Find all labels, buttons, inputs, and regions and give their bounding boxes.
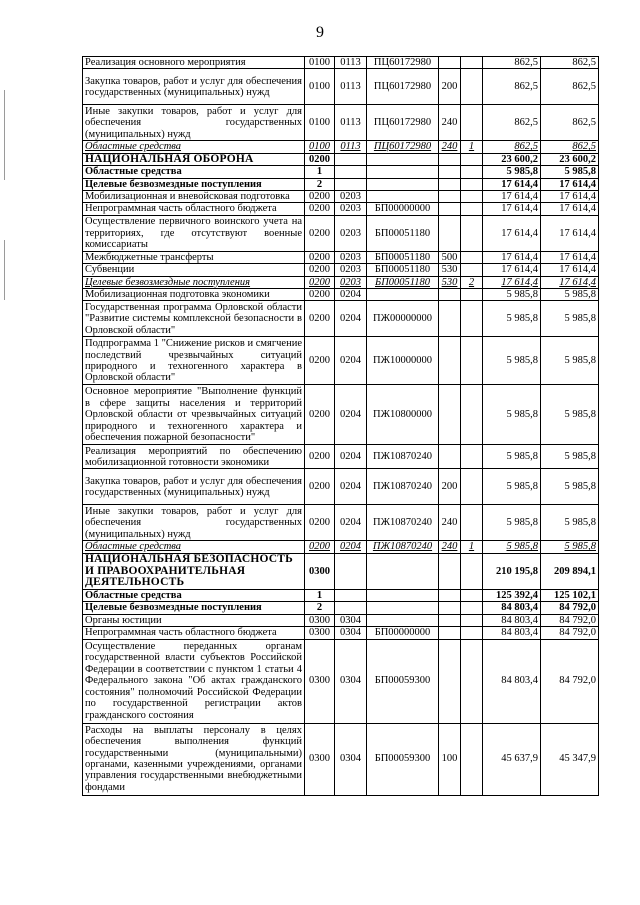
section-code-cell: 0200 [305,264,335,276]
row-name-cell: Непрограммная часть областного бюджета [83,203,305,215]
expense-type-cell [439,445,461,469]
source-code-cell [461,166,483,178]
amount-year2-cell: 862,5 [541,69,599,105]
section-code-cell: 0200 [305,215,335,251]
row-name-cell: Непрограммная часть областного бюджета [83,627,305,639]
amount-year1-cell: 862,5 [483,141,541,153]
amount-year1-cell: 5 985,8 [483,289,541,301]
section-code-cell: 0100 [305,105,335,141]
amount-year1-cell: 45 637,9 [483,723,541,795]
subsection-code-cell: 0203 [335,276,367,288]
scan-edge-line [4,90,5,180]
subsection-code-cell: 0304 [335,639,367,723]
amount-year1-cell: 23 600,2 [483,153,541,165]
target-article-cell: БП00051180 [367,276,439,288]
source-code-cell [461,289,483,301]
amount-year1-cell: 84 803,4 [483,627,541,639]
row-name-cell: Целевые безвозмездные поступления [83,602,305,614]
table-row [83,723,599,795]
row-name-cell: Закупка товаров, работ и услуг для обеспечения государственных (муниципальных) нужд [83,469,305,505]
section-code-cell: 0200 [305,301,335,337]
amount-year2-cell: 17 614,4 [541,191,599,203]
row-name-cell: Областные средства [83,541,305,553]
amount-year2-cell: 5 985,8 [541,289,599,301]
table-row [83,69,599,105]
expense-type-cell [439,203,461,215]
amount-year2-cell: 84 792,0 [541,639,599,723]
table-row [83,289,599,301]
amount-year1-cell: 84 803,4 [483,614,541,626]
expense-type-cell: 240 [439,141,461,153]
expense-type-cell [439,191,461,203]
section-code-cell: 2 [305,178,335,190]
table-row [83,589,599,601]
target-article-cell [367,589,439,601]
row-name-cell: Осуществление переданных органам государственной власти субъектов Российской Федерации в соответствии с пунктом 1 статьи 4 Федерального закона "Об актах гражданского состояния" полномочий Российской Федерации по государственной регистрации актов гражданского состояния [83,639,305,723]
amount-year2-cell: 5 985,8 [541,505,599,541]
section-code-cell: 0100 [305,57,335,69]
section-code-cell: 0200 [305,541,335,553]
amount-year2-cell: 862,5 [541,141,599,153]
source-code-cell [461,553,483,589]
table-row [83,614,599,626]
amount-year1-cell: 17 614,4 [483,276,541,288]
row-name-cell: Расходы на выплаты персоналу в целях обеспечения выполнения функций государственными (муниципальными) органами, казенными учреждениями, органами управления государственными внебюджетными фондами [83,723,305,795]
amount-year1-cell: 17 614,4 [483,264,541,276]
row-name-cell: Областные средства [83,589,305,601]
table-row [83,639,599,723]
table-row [83,153,599,165]
source-code-cell [461,191,483,203]
target-article-cell: БП00059300 [367,639,439,723]
row-name-cell: Целевые безвозмездные поступления [83,276,305,288]
section-code-cell: 0200 [305,191,335,203]
amount-year2-cell: 84 792,0 [541,602,599,614]
expense-type-cell: 240 [439,105,461,141]
section-code-cell: 0200 [305,385,335,445]
subsection-code-cell [335,166,367,178]
section-code-cell: 0300 [305,553,335,589]
section-code-cell: 0200 [305,469,335,505]
amount-year2-cell: 209 894,1 [541,553,599,589]
amount-year1-cell: 210 195,8 [483,553,541,589]
table-row [83,215,599,251]
amount-year2-cell: 45 347,9 [541,723,599,795]
expense-type-cell [439,627,461,639]
target-article-cell: ПЦ60172980 [367,69,439,105]
source-code-cell [461,301,483,337]
row-name-cell: Подпрограмма 1 "Снижение рисков и смягчение последствий чрезвычайных ситуаций природного и техногенного характера в Орловской области" [83,337,305,385]
subsection-code-cell: 0203 [335,264,367,276]
source-code-cell [461,178,483,190]
target-article-cell: ПЖ10870240 [367,445,439,469]
amount-year1-cell: 5 985,8 [483,385,541,445]
amount-year2-cell: 5 985,8 [541,301,599,337]
amount-year2-cell: 17 614,4 [541,276,599,288]
amount-year2-cell: 17 614,4 [541,178,599,190]
amount-year2-cell: 5 985,8 [541,337,599,385]
amount-year2-cell: 84 792,0 [541,614,599,626]
table-row [83,178,599,190]
target-article-cell [367,614,439,626]
expense-type-cell [439,166,461,178]
table-row [83,264,599,276]
subsection-code-cell: 0204 [335,385,367,445]
expense-type-cell [439,178,461,190]
amount-year1-cell: 17 614,4 [483,191,541,203]
section-code-cell: 0300 [305,723,335,795]
table-row [83,337,599,385]
section-code-cell: 0200 [305,445,335,469]
source-code-cell [461,385,483,445]
source-code-cell [461,614,483,626]
table-row [83,553,599,589]
amount-year1-cell: 84 803,4 [483,639,541,723]
table-row [83,166,599,178]
amount-year1-cell: 862,5 [483,105,541,141]
section-code-cell: 0200 [305,276,335,288]
target-article-cell [367,153,439,165]
subsection-code-cell: 0204 [335,445,367,469]
amount-year1-cell: 84 803,4 [483,602,541,614]
row-name-cell: Основное мероприятие "Выполнение функций в сфере защиты населения и территорий Орловской области от чрезвычайных ситуаций природного и техногенного характера и обеспечения пожарной безопасности" [83,385,305,445]
subsection-code-cell: 0304 [335,723,367,795]
target-article-cell: ПЦ60172980 [367,57,439,69]
expense-type-cell [439,602,461,614]
expense-type-cell: 100 [439,723,461,795]
amount-year2-cell: 862,5 [541,105,599,141]
amount-year2-cell: 5 985,8 [541,445,599,469]
row-name-cell: Реализация основного мероприятия [83,57,305,69]
amount-year2-cell: 5 985,8 [541,469,599,505]
subsection-code-cell [335,553,367,589]
target-article-cell: ПЖ10870240 [367,469,439,505]
row-name-cell: Реализация мероприятий по обеспечению мобилизационной готовности экономики [83,445,305,469]
amount-year1-cell: 5 985,8 [483,469,541,505]
amount-year2-cell: 17 614,4 [541,203,599,215]
row-name-cell: Областные средства [83,141,305,153]
row-name-cell: НАЦИОНАЛЬНАЯ БЕЗОПАСНОСТЬ И ПРАВООХРАНИТЕЛЬНАЯ ДЕЯТЕЛЬНОСТЬ [83,553,305,589]
row-name-cell: Органы юстиции [83,614,305,626]
expense-type-cell [439,639,461,723]
expense-type-cell: 200 [439,69,461,105]
subsection-code-cell: 0203 [335,203,367,215]
target-article-cell: БП00051180 [367,251,439,263]
amount-year2-cell: 5 985,8 [541,541,599,553]
source-code-cell [461,639,483,723]
target-article-cell: ПЖ10870240 [367,541,439,553]
amount-year1-cell: 5 985,8 [483,505,541,541]
expense-type-cell [439,289,461,301]
amount-year1-cell: 5 985,8 [483,337,541,385]
subsection-code-cell: 0113 [335,105,367,141]
amount-year1-cell: 17 614,4 [483,215,541,251]
amount-year2-cell: 84 792,0 [541,627,599,639]
source-code-cell [461,105,483,141]
amount-year1-cell: 17 614,4 [483,251,541,263]
subsection-code-cell [335,602,367,614]
expense-type-cell [439,385,461,445]
target-article-cell: БП00059300 [367,723,439,795]
table-row [83,141,599,153]
expense-type-cell: 240 [439,541,461,553]
amount-year1-cell: 5 985,8 [483,541,541,553]
amount-year2-cell: 17 614,4 [541,251,599,263]
section-code-cell: 1 [305,166,335,178]
expense-type-cell: 500 [439,251,461,263]
subsection-code-cell: 0203 [335,251,367,263]
source-code-cell: 1 [461,141,483,153]
subsection-code-cell: 0113 [335,57,367,69]
target-article-cell [367,191,439,203]
section-code-cell: 0100 [305,141,335,153]
target-article-cell [367,553,439,589]
source-code-cell [461,589,483,601]
table-row [83,251,599,263]
row-name-cell: Иные закупки товаров, работ и услуг для обеспечения государственных (муниципальных) нужд [83,105,305,141]
subsection-code-cell [335,589,367,601]
table-row [83,627,599,639]
table-row [83,385,599,445]
subsection-code-cell: 0304 [335,614,367,626]
amount-year2-cell: 5 985,8 [541,385,599,445]
source-code-cell [461,723,483,795]
expense-type-cell [439,589,461,601]
expense-type-cell: 240 [439,505,461,541]
section-code-cell: 0100 [305,69,335,105]
budget-table [82,56,599,796]
table-row [83,505,599,541]
amount-year1-cell: 862,5 [483,69,541,105]
row-name-cell: Мобилизационная подготовка экономики [83,289,305,301]
section-code-cell: 0200 [305,337,335,385]
row-name-cell: НАЦИОНАЛЬНАЯ ОБОРОНА [83,153,305,165]
row-name-cell: Целевые безвозмездные поступления [83,178,305,190]
row-name-cell: Иные закупки товаров, работ и услуг для обеспечения государственных (муниципальных) нужд [83,505,305,541]
target-article-cell: БП00051180 [367,215,439,251]
expense-type-cell: 530 [439,276,461,288]
table-row [83,57,599,69]
table-row [83,276,599,288]
section-code-cell: 0200 [305,153,335,165]
row-name-cell: Областные средства [83,166,305,178]
section-code-cell: 0200 [305,289,335,301]
expense-type-cell: 200 [439,469,461,505]
table-row [83,203,599,215]
subsection-code-cell [335,178,367,190]
row-name-cell: Мобилизационная и вневойсковая подготовка [83,191,305,203]
target-article-cell: ПЖ10000000 [367,337,439,385]
source-code-cell [461,337,483,385]
scan-edge-line [4,240,5,300]
subsection-code-cell: 0203 [335,215,367,251]
target-article-cell: ПЦ60172980 [367,105,439,141]
table-row [83,445,599,469]
table-row [83,191,599,203]
subsection-code-cell: 0113 [335,69,367,105]
amount-year1-cell: 17 614,4 [483,203,541,215]
section-code-cell: 0300 [305,627,335,639]
table-body [83,57,599,796]
amount-year1-cell: 125 392,4 [483,589,541,601]
expense-type-cell [439,57,461,69]
amount-year1-cell: 862,5 [483,57,541,69]
expense-type-cell: 530 [439,264,461,276]
target-article-cell [367,602,439,614]
target-article-cell [367,166,439,178]
row-name-cell: Закупка товаров, работ и услуг для обеспечения государственных (муниципальных) нужд [83,69,305,105]
source-code-cell [461,203,483,215]
subsection-code-cell: 0203 [335,191,367,203]
source-code-cell [461,251,483,263]
target-article-cell: ПЖ10870240 [367,505,439,541]
amount-year1-cell: 5 985,8 [483,445,541,469]
source-code-cell [461,153,483,165]
section-code-cell: 2 [305,602,335,614]
row-name-cell: Государственная программа Орловской области "Развитие системы комплексной безопасности в Орловской области" [83,301,305,337]
row-name-cell: Субвенции [83,264,305,276]
section-code-cell: 0200 [305,203,335,215]
subsection-code-cell: 0304 [335,627,367,639]
source-code-cell [461,627,483,639]
amount-year2-cell: 862,5 [541,57,599,69]
page-number: 9 [316,24,324,41]
target-article-cell: БП00000000 [367,203,439,215]
source-code-cell [461,69,483,105]
amount-year2-cell: 17 614,4 [541,264,599,276]
source-code-cell [461,505,483,541]
subsection-code-cell: 0113 [335,141,367,153]
row-name-cell: Межбюджетные трансферты [83,251,305,263]
subsection-code-cell [335,153,367,165]
subsection-code-cell: 0204 [335,541,367,553]
amount-year2-cell: 125 102,1 [541,589,599,601]
amount-year1-cell: 17 614,4 [483,178,541,190]
expense-type-cell [439,553,461,589]
section-code-cell: 0300 [305,639,335,723]
target-article-cell: ПЖ00000000 [367,301,439,337]
expense-type-cell [439,301,461,337]
expense-type-cell [439,215,461,251]
section-code-cell: 1 [305,589,335,601]
amount-year1-cell: 5 985,8 [483,166,541,178]
table-row [83,301,599,337]
table-row [83,469,599,505]
row-name-cell: Осуществление первичного воинского учета на территориях, где отсутствуют военные комиссариаты [83,215,305,251]
section-code-cell: 0300 [305,614,335,626]
target-article-cell: ПЦ60172980 [367,141,439,153]
source-code-cell [461,602,483,614]
amount-year1-cell: 5 985,8 [483,301,541,337]
amount-year2-cell: 5 985,8 [541,166,599,178]
target-article-cell [367,178,439,190]
source-code-cell [461,57,483,69]
amount-year2-cell: 23 600,2 [541,153,599,165]
source-code-cell [461,215,483,251]
target-article-cell [367,289,439,301]
expense-type-cell [439,614,461,626]
section-code-cell: 0200 [305,505,335,541]
table-row [83,105,599,141]
table-row [83,602,599,614]
target-article-cell: БП00051180 [367,264,439,276]
subsection-code-cell: 0204 [335,301,367,337]
expense-type-cell [439,153,461,165]
subsection-code-cell: 0204 [335,289,367,301]
source-code-cell [461,445,483,469]
source-code-cell [461,264,483,276]
section-code-cell: 0200 [305,251,335,263]
target-article-cell: БП00000000 [367,627,439,639]
subsection-code-cell: 0204 [335,337,367,385]
source-code-cell [461,469,483,505]
subsection-code-cell: 0204 [335,469,367,505]
table-row [83,541,599,553]
source-code-cell: 2 [461,276,483,288]
expense-type-cell [439,337,461,385]
subsection-code-cell: 0204 [335,505,367,541]
amount-year2-cell: 17 614,4 [541,215,599,251]
source-code-cell: 1 [461,541,483,553]
target-article-cell: ПЖ10800000 [367,385,439,445]
